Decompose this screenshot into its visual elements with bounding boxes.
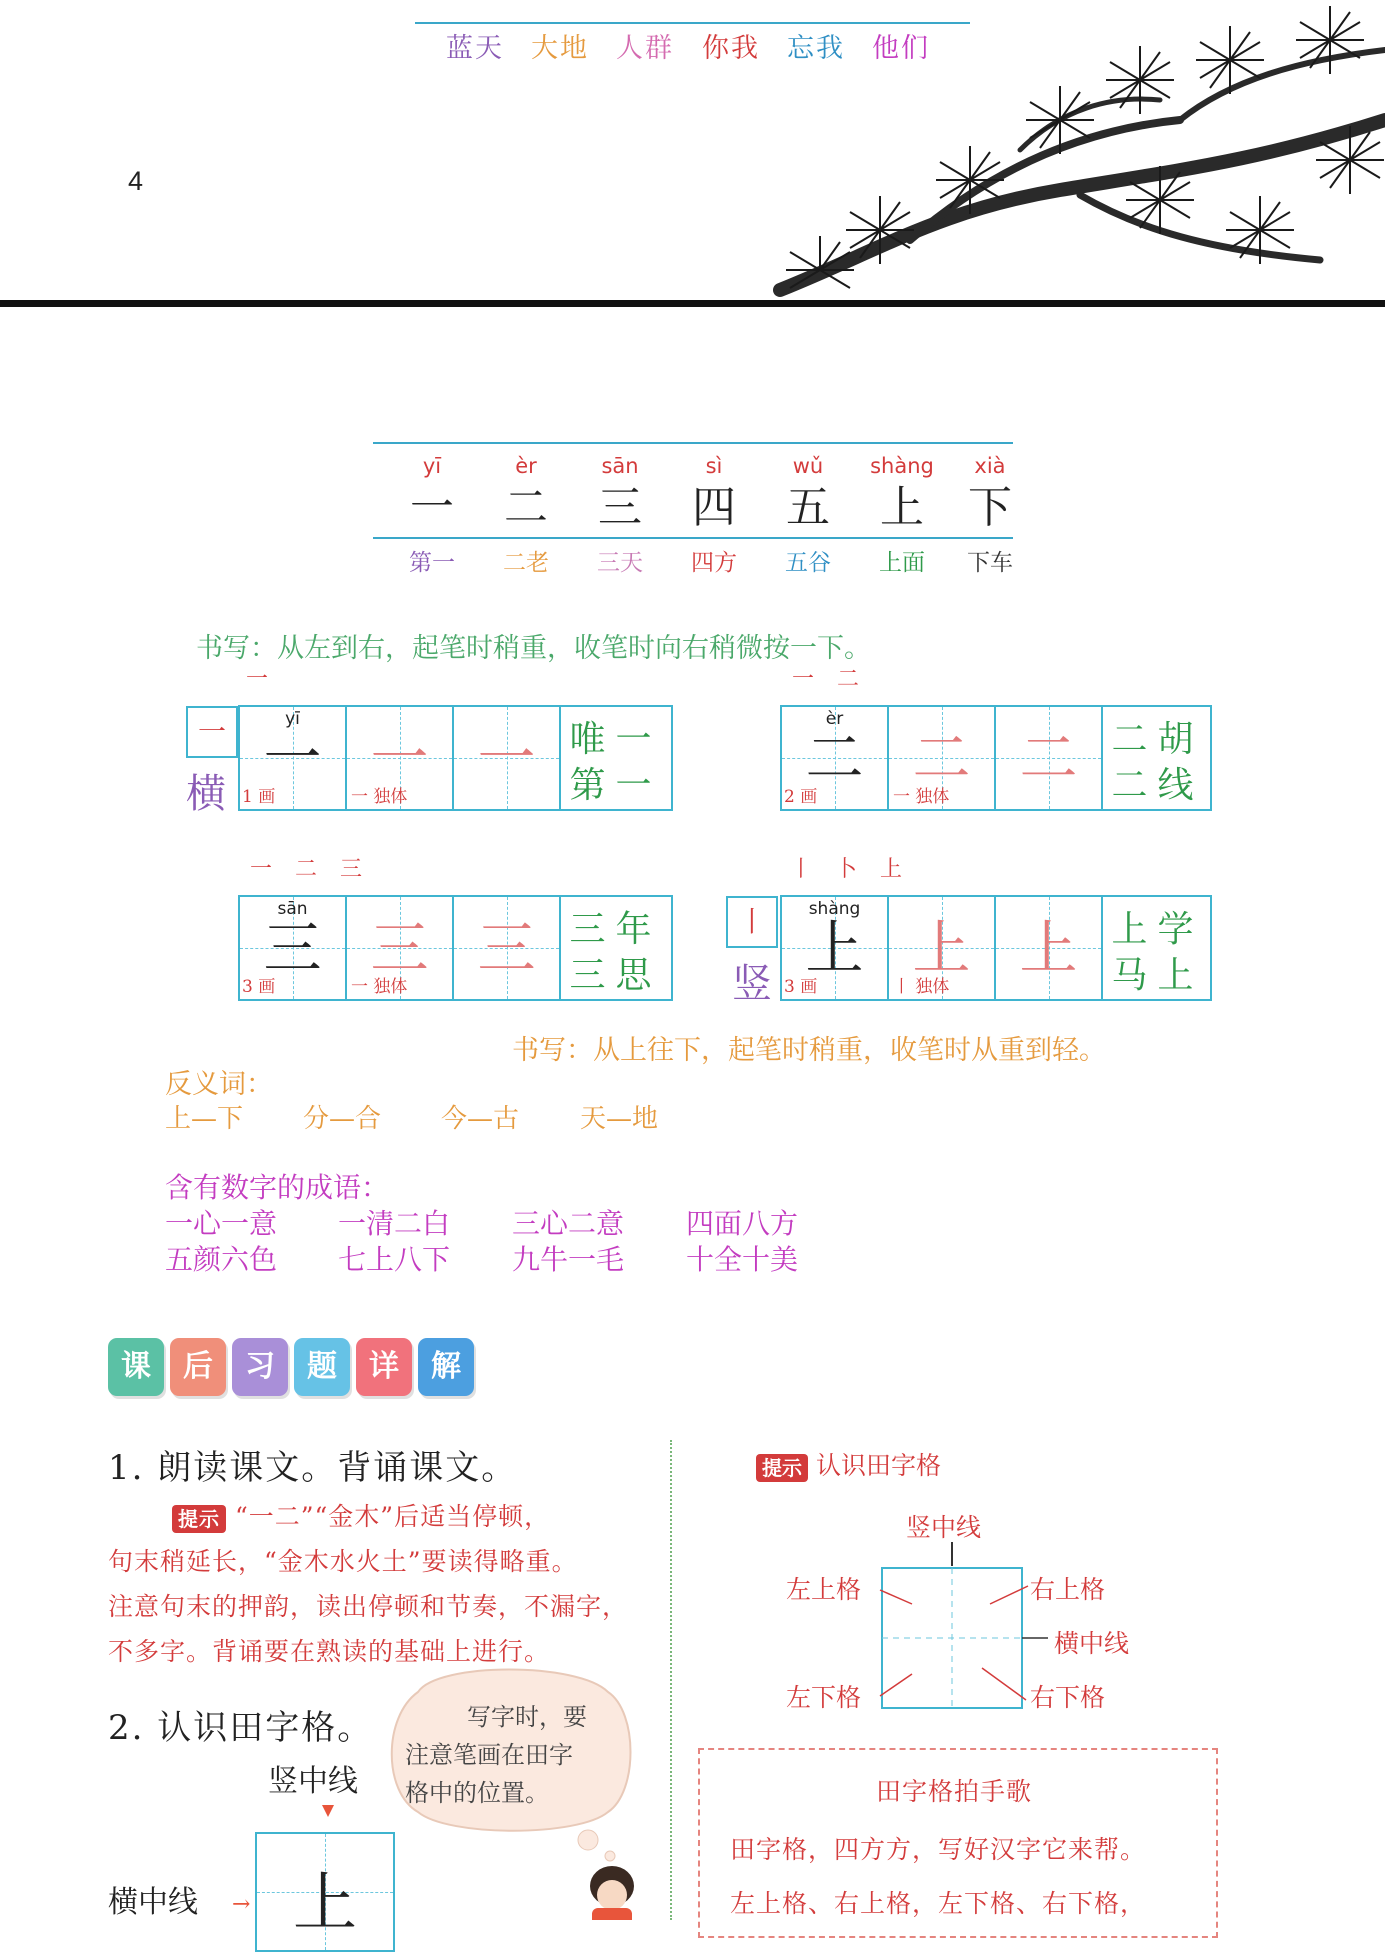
grid-cell <box>782 707 889 809</box>
char-pinyin: sì <box>705 454 723 478</box>
poem-line: 田字格，四方方，写好汉字它来帮。 <box>730 1835 1147 1864</box>
stroke-box: 丨 <box>726 896 778 948</box>
stroke-order: 一 二 三 <box>250 857 370 882</box>
label-bottom-right: 右下格 <box>1030 1683 1106 1712</box>
hint-badge: 提示 <box>172 1505 226 1533</box>
label-vertical-center: 竖中线 <box>906 1513 982 1542</box>
poem-line: 左上格、右上格，左下格、右下格， <box>730 1889 1147 1918</box>
char-word: 第一 <box>409 550 455 576</box>
trace-char: 三 <box>370 914 429 982</box>
writing-note: 书写：从左到右，起笔时稍重，收笔时向右稍微按一下。 <box>196 633 871 664</box>
grid-char: 一 <box>263 724 322 792</box>
char-word: 四方 <box>691 550 737 576</box>
char-entry <box>761 0 855 577</box>
char-word: 五谷 <box>785 550 831 576</box>
grid-pinyin: shàng <box>808 899 861 919</box>
char-hanzi: 五 <box>786 482 830 533</box>
trace-char: 上 <box>1019 914 1078 982</box>
grid-cell <box>996 707 1103 809</box>
tianzige-diagram <box>870 1540 1050 1715</box>
char-hanzi: 三 <box>598 482 642 533</box>
word-pair: 三年 <box>569 909 662 950</box>
char-pinyin: xià <box>974 454 1006 478</box>
grid-cell <box>1103 897 1210 999</box>
word-pair: 唯一 <box>569 719 662 760</box>
trace-char: 上 <box>912 914 971 982</box>
grid-cell <box>561 707 668 809</box>
grid-char: 二 <box>805 724 864 792</box>
char-pinyin: yī <box>422 454 442 478</box>
grid-cell <box>454 707 561 809</box>
question-1-hint: 提示 “一二”“金木”后适当停顿， 句末稍延长，“金木水火土”要读得略重。 注意句末的押韵，读出停顿和节奏，不漏字， 不多字。背诵要在熟读的基础上进行。 <box>108 1502 629 1666</box>
grid-cell <box>1103 707 1210 809</box>
stroke-count: 2 画 <box>784 787 818 807</box>
stroke-box: 一 <box>186 706 238 758</box>
header-word: 人群 <box>616 33 674 64</box>
grid-cell <box>240 897 347 999</box>
banner-tile: 课 <box>108 1338 164 1396</box>
stroke-order: 一 二 <box>792 667 867 692</box>
trace-char: 一 <box>370 724 429 792</box>
poem-title: 田字格拍手歌 <box>876 1777 1033 1806</box>
radical-structure: 一 独体 <box>351 787 408 807</box>
writing-grid <box>238 705 673 811</box>
word-pair: 二线 <box>1111 765 1204 806</box>
hint-badge: 提示 <box>756 1454 808 1482</box>
writing-note: 书写：从上往下，起笔时稍重，收笔时从重到轻。 <box>512 1035 1106 1066</box>
header-word: 忘我 <box>787 33 845 64</box>
banner-tile: 后 <box>170 1338 226 1396</box>
demo-char: 上 <box>293 1867 357 1941</box>
char-entry <box>943 0 1037 577</box>
demo-grid <box>255 1832 395 1952</box>
idiom: 三心二意 <box>512 1207 625 1240</box>
word-pair: 上学 <box>1111 909 1204 950</box>
char-word: 下车 <box>967 550 1013 576</box>
grid-char: 三 <box>263 914 322 982</box>
arrow-right-icon: → <box>232 1892 251 1917</box>
stroke-count: 3 画 <box>784 977 818 997</box>
header-word: 你我 <box>702 33 760 64</box>
writing-grid <box>780 895 1212 1001</box>
grid-pinyin: èr <box>825 709 844 729</box>
label-bottom-left: 左下格 <box>786 1683 862 1712</box>
char-hanzi: 下 <box>968 482 1012 533</box>
question-1-title: 1. 朗读课文。背诵课文。 <box>108 1448 518 1488</box>
char-pinyin: shàng <box>870 454 934 478</box>
radical-structure: 一 独体 <box>351 977 408 997</box>
column-divider <box>670 1440 672 1920</box>
stroke-order: 一 <box>246 667 277 692</box>
trace-char: 一 <box>477 724 536 792</box>
char-entry <box>667 0 761 577</box>
antonym-pair: 天—地 <box>580 1104 659 1134</box>
diagram-title: 提示 认识田字格 <box>756 1446 941 1482</box>
char-word: 上面 <box>879 550 925 576</box>
stroke-name: 竖 <box>732 961 772 1007</box>
grid-cell <box>561 897 668 999</box>
banner-tile: 详 <box>356 1338 412 1396</box>
char-pinyin: èr <box>515 454 537 478</box>
grid-cell <box>454 897 561 999</box>
bubble-text: 写字时，要 注意笔画在田字 格中的位置。 <box>405 1703 587 1807</box>
label-horizontal-center: 横中线 <box>1054 1629 1130 1658</box>
char-entry <box>479 0 573 577</box>
char-pinyin: wǔ <box>792 454 824 478</box>
radical-structure: 丨 独体 <box>893 977 950 997</box>
idiom: 五颜六色 <box>165 1243 278 1276</box>
stroke-count: 1 画 <box>242 787 276 807</box>
word-pair: 三思 <box>569 955 662 996</box>
char-entry <box>573 0 667 577</box>
word-pair: 马上 <box>1111 955 1204 996</box>
question-2-title: 2. 认识田字格。 <box>108 1708 374 1748</box>
grid-pinyin: sān <box>277 899 308 919</box>
char-hanzi: 四 <box>692 482 736 533</box>
idiom: 一心一意 <box>165 1207 278 1240</box>
antonym-pair: 分—合 <box>303 1104 382 1134</box>
grid-cell <box>996 897 1103 999</box>
idiom: 十全十美 <box>686 1243 799 1276</box>
char-entry <box>855 0 949 577</box>
grid-cell <box>347 897 454 999</box>
header-word: 大地 <box>531 33 589 64</box>
label-top-left: 左上格 <box>786 1575 862 1604</box>
idiom: 九牛一毛 <box>512 1243 625 1276</box>
grid-cell <box>889 707 996 809</box>
trace-char: 三 <box>477 914 536 982</box>
banner-tile: 习 <box>232 1338 288 1396</box>
char-hanzi: 一 <box>410 482 454 533</box>
char-word: 三天 <box>597 550 643 576</box>
horizontal-line-label: 横中线 <box>108 1885 198 1920</box>
char-hanzi: 上 <box>880 482 924 533</box>
word-pair: 第一 <box>569 765 662 806</box>
antonyms-title: 反义词： <box>165 1069 273 1100</box>
grid-char: 上 <box>805 914 864 982</box>
char-pinyin: sān <box>601 454 639 478</box>
grid-pinyin: yī <box>285 709 300 729</box>
idioms-title: 含有数字的成语： <box>165 1171 390 1204</box>
antonym-pair: 今—古 <box>441 1104 520 1134</box>
grid-cell <box>240 707 347 809</box>
girl-illustration <box>580 1866 640 1920</box>
banner-tile: 解 <box>418 1338 474 1396</box>
banner-tile: 题 <box>294 1338 350 1396</box>
stroke-count: 3 画 <box>242 977 276 997</box>
idiom: 一清二白 <box>338 1207 451 1240</box>
vertical-line-label: 竖中线 <box>268 1764 358 1799</box>
label-top-right: 右上格 <box>1030 1575 1106 1604</box>
idiom: 四面八方 <box>686 1207 799 1240</box>
page-number: 4 <box>128 166 144 196</box>
stroke-order: 丨 卜 上 <box>790 857 910 882</box>
word-pair: 二胡 <box>1111 719 1204 760</box>
grid-cell <box>347 707 454 809</box>
arrow-down-icon <box>322 1805 334 1817</box>
char-entry <box>385 0 479 577</box>
radical-structure: 一 独体 <box>893 787 950 807</box>
stroke-name: 横 <box>186 771 226 817</box>
antonym-pair: 上—下 <box>165 1104 244 1134</box>
grid-cell <box>782 897 889 999</box>
char-hanzi: 二 <box>504 482 548 533</box>
grid-cell <box>889 897 996 999</box>
header-word: 他们 <box>872 33 930 64</box>
trace-char: 二 <box>1019 724 1078 792</box>
writing-grid <box>780 705 1212 811</box>
trace-char: 二 <box>912 724 971 792</box>
writing-grid <box>238 895 673 1001</box>
header-word: 蓝天 <box>446 33 504 64</box>
char-word: 二老 <box>503 550 549 576</box>
idiom: 七上八下 <box>338 1243 451 1276</box>
